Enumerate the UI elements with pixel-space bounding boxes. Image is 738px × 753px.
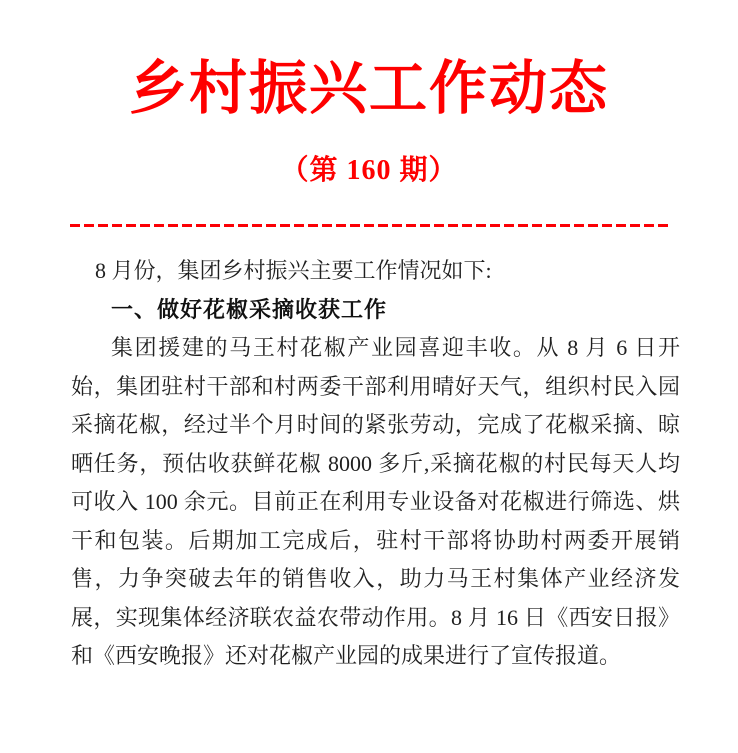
section-paragraph: 集团援建的马王村花椒产业园喜迎丰收。从 8 月 6 日开始，集团驻村干部和村两委干部利用晴好天气，组织村民入园采摘花椒，经过半个月时间的紧张劳动，完成了花椒采摘、晾晒任务，预估收获鲜花椒 8000 多斤,采摘花椒的村民每天人均可收入 100 余元。目前正在利用专业设备对花椒进行筛选、烘干和包装。后期加工完成后，驻村干部将协助村两委开展销售，力争突破去年的销售收入，助力马王村集体产业经济发展，实现集体经济联农益农带动作用。8 月 16 日《西安日报》和《西安晚报》还对花椒产业园的成果进行了宣传报道。 [71,335,680,668]
issue-number: （第 160 期） [280,155,458,186]
document-title: 乡村振兴工作动态 [128,56,609,121]
red-dashed-divider [70,224,668,227]
document-body [71,252,680,676]
section-heading: 一、做好花椒采摘收获工作 [111,296,388,322]
intro-paragraph: 8 月份，集团乡村振兴主要工作情况如下: [95,258,492,283]
